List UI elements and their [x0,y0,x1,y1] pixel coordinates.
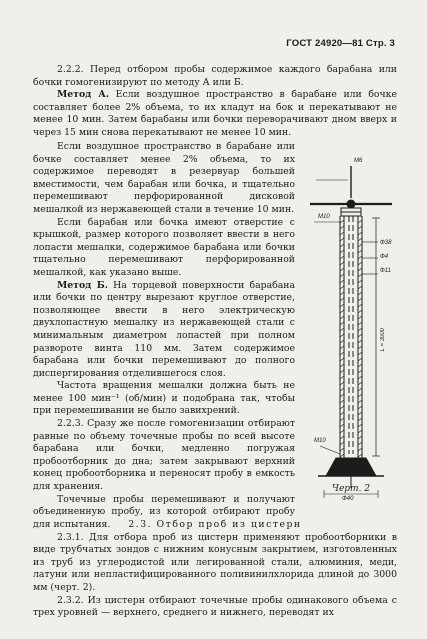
wall-hatch-line [340,340,344,343]
wall-hatch-line [358,322,362,325]
wall-hatch-line [358,316,362,319]
wall-hatch-line [340,352,344,355]
method-a-label: Метод А. [57,89,110,101]
dim-label-m10-top: М10 [318,214,330,220]
dim-label-d11: Ф11 [380,268,391,274]
wall-hatch-line [358,232,362,235]
wall-hatch-line [358,304,362,307]
wall-hatch-line [340,412,344,415]
wall-hatch-line [340,442,344,445]
wall-hatch-line [358,400,362,403]
wall-hatch-line [340,376,344,379]
wall-hatch-line [340,370,344,373]
paragraph-method-b [33,280,295,381]
wall-hatch-line [358,454,362,457]
wall-hatch-line [340,280,344,283]
wall-hatch-line [340,358,344,361]
dim-label-m10-bottom: М10 [314,438,326,444]
top-text-block [33,64,397,140]
wall-hatch-line [358,412,362,415]
wall-hatch-line [358,268,362,271]
paragraph-method-a [33,89,397,139]
wall-hatch-line [358,388,362,391]
wall-hatch-line [340,226,344,229]
wall-hatch-line [358,436,362,439]
wall-hatch-line [340,388,344,391]
wall-hatch-line [340,292,344,295]
method-b-text: На торцевой поверхности барабана или бочки по центру вырезают круглое отверстие, позволяющее ввести в него электрическую двухлопастную мешалку из нержавеющей стали с минимальным диаметром лопастей при полном развороте винта 110 мм. Затем содержимое барабана или бочки перемешивают до полного диспергирования отделившегося слоя. [33,279,295,379]
wall-hatch-line [358,286,362,289]
paragraph: Если барабан или бочка имеют отверстие с крышкой, размер которого позволяет ввести в него лопасти мешалки, содержимое барабана или бочки тщательно перемешивают перфорированной мешалкой, как указано выше. [33,216,295,278]
wall-hatch-line [340,406,344,409]
paragraph: 2.3.2. Из цистерн отбирают точечные пробы одинакового объема с трех уровней — верхнего, среднего и нижнего, переводят их [33,594,397,619]
method-a-text: Если воздушное пространство в барабане или бочке составляет более 2% объема, то их кладут на бок и перекатывают не менее 10 мин. Затем барабаны или бочки переворачивают дном вверх и через 15 мин снова перекатывают не менее 10 мин. [33,89,397,138]
wall-hatch-line [358,334,362,337]
page-header: ГОСТ 24920—81 Стр. 3 [286,38,395,49]
wall-hatch-line [358,364,362,367]
wall-hatch-line [340,304,344,307]
wall-hatch-line [340,364,344,367]
wall-hatch-line [340,256,344,259]
wall-hatch-line [340,328,344,331]
wall-hatch-line [358,442,362,445]
wall-hatch-line [358,370,362,373]
wall-hatch-line [340,250,344,253]
handle-knob [347,200,355,208]
wall-hatch-line [358,352,362,355]
wall-hatch-line [340,298,344,301]
wall-hatch-line [340,418,344,421]
wall-hatch-line [358,346,362,349]
wall-hatch-line [358,292,362,295]
wall-hatch-line [340,346,344,349]
wall-hatch-line [358,256,362,259]
wall-hatch-line [358,418,362,421]
wall-hatch-line [358,448,362,451]
wall-hatch-line [358,310,362,313]
wall-hatch-line [340,232,344,235]
method-b-label: Метод Б. [57,279,108,291]
dim-label-d38: Ф38 [380,240,392,246]
wall-hatch-line [358,298,362,301]
wall-hatch-line [358,376,362,379]
wall-hatch-line [358,226,362,229]
wall-hatch-line [358,244,362,247]
wall-hatch-line [358,358,362,361]
wall-hatch-line [340,274,344,277]
paragraph: 2.2.2. Перед отбором пробы содержимое каждого барабана или бочки гомогенизируют по методу А или Б. [33,64,397,88]
wall-hatch-line [340,316,344,319]
wall-hatch-line [358,238,362,241]
paragraph: Частота вращения мешалки должна быть не менее 100 мин⁻¹ (об/мин) и подобрана так, чтобы при перемешивании не было завихрений. [33,380,295,417]
wall-hatch-line [340,244,344,247]
wall-hatch-line [340,262,344,265]
wall-hatch-line [340,394,344,397]
sampler-drawing [296,158,414,510]
figure-caption: Черт. 2 [332,484,371,494]
wall-hatch-line [340,436,344,439]
bottom-cone [326,458,376,476]
wall-hatch-line [340,400,344,403]
sampler-drawing-svg [296,158,414,510]
paragraph: Если воздушное пространство в барабане или бочке составляет менее 2% объема, то их содержимое переводят в резервуар большей вместимости, чем барабан или бочка, и тщательно перемешивают перфорированной дисковой мешалкой из нержавеющей стали в течение 10 мин. [33,141,295,215]
wall-hatch-line [358,262,362,265]
wall-hatch-line [340,430,344,433]
wall-hatch-line [340,454,344,457]
wall-hatch-line [340,382,344,385]
wall-hatch-line [358,430,362,433]
wall-hatch-line [358,406,362,409]
section-heading: 2.3. Отбор проб из цистерн [128,519,302,530]
wall-hatch-line [358,328,362,331]
wall-hatch-line [358,274,362,277]
dim-label-d4: Ф4 [380,254,389,260]
paragraph: 2.3.1. Для отбора проб из цистерн применяют пробоотборники в виде трубчатых зондов с нижним конусным закрытием, изготовленных из труб из углеродистой или легированной стали, алюминия, меди, латуни или непластифицированного поливинилхлорида длиной до 3000 мм (черт. 2). [33,531,397,593]
wall-hatch-line [358,280,362,283]
middle-text-block [33,141,295,531]
dim-label-m6: М6 [354,158,363,164]
wall-hatch-line [340,310,344,313]
wall-hatch-line [340,448,344,451]
paragraph: 2.2.3. Сразу же после гомогенизации отбирают равные по объему точечные пробы по всей высоте барабана или бочки, медленно погружая пробоотборник до дна; затем закрывают верхний конец пробоотборника и переносят пробу в емкость для хранения. [33,418,295,493]
wall-hatch-line [340,220,344,223]
wall-hatch-line [340,286,344,289]
dim-label-d40: Ф40 [342,496,354,502]
dim-label-length: L = 3000 [380,328,386,352]
wall-hatch-line [340,424,344,427]
wall-hatch-line [340,334,344,337]
wall-hatch-line [358,250,362,253]
wall-hatch-line [358,220,362,223]
wall-hatch-line [358,394,362,397]
wall-hatch-line [340,268,344,271]
wall-hatch-line [340,238,344,241]
paragraph: Точечные пробы перемешивают и получают объединенную пробу, из которой отбирают пробу для испытания. [33,493,295,530]
wall-hatch-line [358,424,362,427]
bottom-text-block [33,519,397,620]
wall-hatch-line [340,322,344,325]
wall-hatch-line [358,382,362,385]
wall-hatch-line [358,340,362,343]
